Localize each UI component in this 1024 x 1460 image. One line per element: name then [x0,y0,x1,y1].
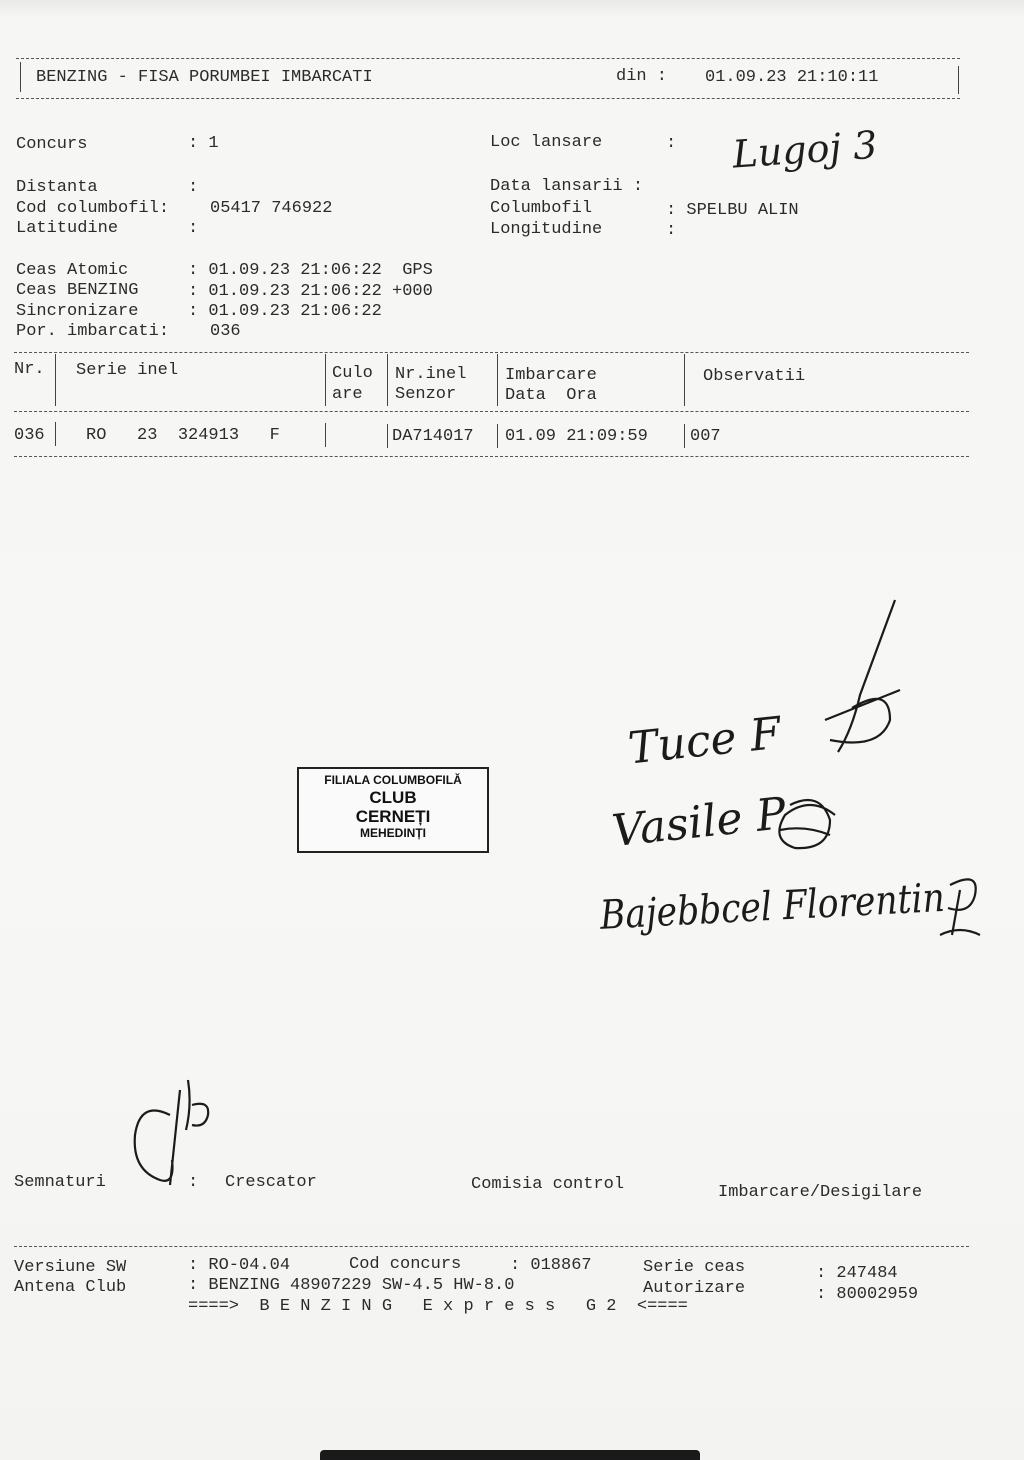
col-header-nrinel-1: Nr.inel [395,365,467,384]
table-bottom-rule [14,456,969,457]
stamp-line-1: FILIALA COLUMBOFILĂ [324,773,462,787]
footer-rule [14,1246,969,1247]
col-header-nr: Nr. [14,360,45,379]
cod-concurs-value: : 018867 [510,1256,592,1275]
longitudine-value: : [666,221,677,240]
signature-mark-2 [779,800,835,848]
ceas-atomic-value: : 01.09.23 21:06:22 GPS [188,261,433,280]
loc-lansare-handwritten [725,118,885,188]
club-stamp [297,767,489,853]
row-nr: 036 [14,426,45,445]
ceas-benzing-label: Ceas BENZING [16,281,139,300]
por-imbarcati-value: 036 [210,322,241,341]
sincronizare-label: Sincronizare [16,302,139,321]
signature-mark-1 [825,600,900,752]
row-serie: RO 23 324913 F [86,426,280,445]
crescator-signature [110,1060,220,1195]
cod-columbofil-label: Cod columbofil: [16,199,170,218]
serie-ceas-value: : 247484 [816,1264,898,1283]
table-col-sep-2 [325,354,326,406]
handwritten-names [590,590,1010,950]
handwritten-name-2: Vasile P [609,788,789,858]
columbofil-value: : SPELBU ALIN [666,201,799,220]
distanta-label: Distanta [16,178,98,197]
header-din-label: din : [616,67,668,86]
table-top-rule [14,352,969,353]
distanta-value: : [188,178,199,197]
semnaturi-label: Semnaturi [14,1173,106,1192]
por-imbarcati-label: Por. imbarcati: [16,322,170,341]
latitudine-label: Latitudine [16,219,119,238]
imbarcare-desigilare-label: Imbarcare/Desigilare [718,1183,923,1202]
loc-lansare-colon: : [666,134,677,153]
ceas-benzing-value: : 01.09.23 21:06:22 +000 [188,282,433,301]
table-col-sep-4 [497,354,498,406]
antena-label: Antena Club [14,1278,127,1297]
serie-ceas-label: Serie ceas [643,1258,746,1277]
longitudine-label: Longitudine [490,220,603,239]
loc-lansare-label: Loc lansare [490,133,603,152]
versiune-value: : RO-04.04 [188,1256,291,1275]
cod-columbofil-value: 05417 746922 [210,199,333,218]
table-col-sep-5 [684,354,685,406]
versiune-label: Versiune SW [14,1258,127,1277]
header-right-border [958,66,959,94]
col-header-observatii: Observatii [703,367,806,386]
row-observatii: 007 [690,427,721,446]
col-header-imbarcare-1: Imbarcare [505,366,597,385]
data-lansarii-label: Data lansarii : [490,177,644,196]
comisia-control-label: Comisia control [471,1175,625,1194]
cod-concurs-label: Cod concurs [349,1255,462,1274]
table-header-rule [14,411,969,412]
scan-edge-shadow [320,1450,700,1460]
concurs-value: : 1 [188,134,219,153]
row-senzor: DA714017 [392,427,474,446]
header-bottom-rule [16,98,960,99]
antena-value: : BENZING 48907229 SW-4.5 HW-8.0 [188,1276,515,1295]
col-header-nrinel-2: Senzor [395,385,457,404]
autorizare-value: : 80002959 [816,1285,919,1304]
stamp-line-4: MEHEDINȚI [360,826,426,840]
crescator-label: Crescator [225,1173,317,1192]
col-header-culoare-1: Culo [332,364,373,383]
ceas-atomic-label: Ceas Atomic [16,261,129,280]
col-header-imbarcare-2: Data Ora [505,386,597,405]
semnaturi-colon: : [188,1173,199,1192]
columbofil-label: Columbofil [490,199,593,218]
col-header-serie: Serie inel [76,361,179,380]
row-sep-5 [684,424,685,448]
row-sep-2 [325,423,326,447]
svg-text:Lugoj 3: Lugoj 3 [731,122,879,177]
table-col-sep-1 [55,354,56,406]
latitudine-value: : [188,219,199,238]
row-sep-4 [497,424,498,448]
benzing-express-banner: ====> B E N Z I N G E x p r e s s G 2 <==== [188,1297,688,1316]
table-col-sep-3 [387,354,388,406]
sincronizare-value: : 01.09.23 21:06:22 [188,302,382,321]
stamp-line-3: CERNEȚI [355,807,431,826]
stamp-line-2: CLUB [369,788,417,807]
row-sep-1 [55,422,56,446]
autorizare-label: Autorizare [643,1279,746,1298]
header-datetime: 01.09.23 21:10:11 [705,68,879,87]
signature-mark-3 [940,879,980,935]
concurs-label: Concurs [16,135,88,154]
header-left-border [20,62,21,92]
row-data-ora: 01.09 21:09:59 [505,427,648,446]
handwritten-name-1: Tuce F [625,707,784,775]
handwritten-name-3: Bajebbcel Florentin [598,872,1001,939]
header-top-rule [16,58,960,59]
document-title: BENZING - FISA PORUMBEI IMBARCATI [36,68,373,87]
row-sep-3 [387,424,388,448]
col-header-culoare-2: are [332,385,363,404]
